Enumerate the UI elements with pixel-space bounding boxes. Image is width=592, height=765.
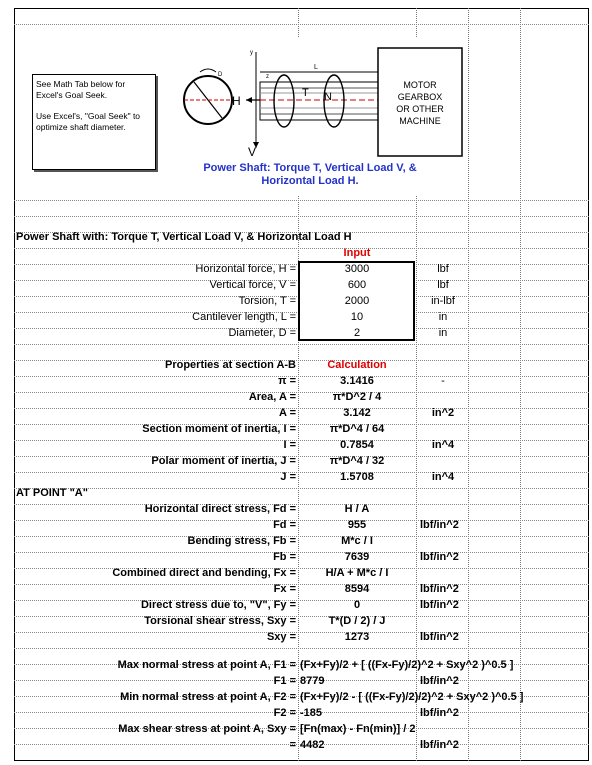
input-unit: lbf [437,263,449,275]
fd-unit: lbf/in^2 [420,519,459,531]
j-unit: in^4 [431,471,455,483]
row-divider [14,344,589,345]
fb-unit: lbf/in^2 [420,551,459,563]
j-label: J = [280,471,296,483]
fx-title: Combined direct and bending, Fx = [112,567,296,579]
row-divider [14,216,589,217]
fb-formula[interactable]: M*c / I [341,535,373,547]
svg-text:V: V [248,145,257,159]
ss-label: = [289,739,296,751]
svg-text:OR OTHER: OR OTHER [396,104,444,114]
ss-unit: lbf/in^2 [420,739,459,751]
a-value[interactable]: 3.142 [343,407,371,419]
a-label: A = [278,407,296,419]
inertia-label: Section moment of inertia, I = [142,423,296,435]
input-unit: in [438,311,448,323]
input-unit: in [438,327,448,339]
input-value[interactable]: 3000 [344,263,370,275]
svg-text:D: D [218,72,223,78]
fy-unit: lbf/in^2 [420,599,459,611]
fx-unit: lbf/in^2 [420,583,459,595]
area-label: Area, A = [248,391,296,403]
pi-value[interactable]: 3.1416 [340,375,374,387]
f1-formula[interactable]: (Fx+Fy)/2 + [ ((Fx-Fy)/2)^2 + Sxy^2 )^0.5 ] [300,659,514,671]
fx-label: Fx = [273,583,296,595]
sxy-label: Sxy = [266,631,296,643]
svg-text:T: T [302,87,309,99]
sxy-unit: lbf/in^2 [420,631,459,643]
row-divider [14,488,589,489]
fy-title: Direct stress due to, "V", Fy = [140,599,296,611]
input-value[interactable]: 10 [350,311,364,323]
svg-text:L: L [314,64,318,71]
f2-formula[interactable]: (Fx+Fy)/2 - [ ((Fx-Fy)/2)/2)^2 + Sxy^2 )^0.5 ] [300,691,524,703]
row-divider [14,24,589,25]
props-header: Properties at section A-B [164,359,296,371]
goal-seek-note: See Math Tab below for Excel's Goal Seek. Use Excel's, "Goal Seek" to optimize shaft diameter. [32,74,156,170]
fd-value[interactable]: 955 [347,519,367,531]
input-value[interactable]: 2 [353,327,361,339]
j-value[interactable]: 1.5708 [340,471,374,483]
svg-text:N: N [324,91,332,103]
fb-value[interactable]: 7639 [344,551,370,563]
inertia-formula[interactable]: π*D^4 / 64 [329,423,385,435]
input-value[interactable]: 2000 [344,295,370,307]
polar-formula[interactable]: π*D^4 / 32 [329,455,385,467]
ss-value[interactable]: 4482 [300,739,325,751]
row-divider [14,648,589,649]
fd-label: Fd = [273,519,296,531]
input-label: Diameter, D = [228,327,296,339]
svg-text:MOTOR: MOTOR [403,80,437,90]
fy-value[interactable]: 0 [353,599,361,611]
polar-label: Polar moment of inertia, J = [151,455,296,467]
svg-text:GEARBOX: GEARBOX [397,92,443,102]
f2-label: F2 = [273,707,296,719]
f2-unit: lbf/in^2 [420,707,459,719]
page-title: Power Shaft with: Torque T, Vertical Load V, & Horizontal Load H [16,231,352,243]
fb-title: Bending stress, Fb = [187,535,296,547]
a-unit: in^2 [431,407,455,419]
fd-formula[interactable]: H / A [344,503,370,515]
svg-text:z: z [266,74,269,80]
sxy-title: Torsional shear stress, Sxy = [144,615,296,627]
f1-label: F1 = [273,675,296,687]
f2-value[interactable]: -185 [300,707,323,719]
ss-formula[interactable]: [Fn(max) - Fn(min)] / 2 [300,723,416,735]
fd-title: Horizontal direct stress, Fd = [144,503,296,515]
row-divider [14,200,589,201]
i-value[interactable]: 0.7854 [340,439,374,451]
input-header: Input [343,247,371,259]
f1-unit: lbf/in^2 [420,675,459,687]
i-unit: in^4 [431,439,455,451]
pi-unit: - [441,375,445,387]
f1-title: Max normal stress at point A, F1 = [117,659,296,671]
svg-text:H: H [232,94,241,108]
area-formula[interactable]: π*D^2 / 4 [332,391,382,403]
input-label: Vertical force, V = [209,279,296,291]
f2-title: Min normal stress at point A, F2 = [120,691,296,703]
pi-label: π = [278,375,296,387]
fx-value[interactable]: 8594 [344,583,370,595]
sxy-value[interactable]: 1273 [344,631,370,643]
input-value[interactable]: 600 [347,279,367,291]
input-unit: in-lbf [431,295,455,307]
ss-title: Max shear stress at point A, Sxy = [118,723,296,735]
input-label: Horizontal force, H = [195,263,296,275]
i-label: I = [283,439,296,451]
point-a-header: AT POINT "A" [16,487,88,499]
f1-value[interactable]: 8779 [300,675,325,687]
fx-formula[interactable]: H/A + M*c / I [325,567,389,579]
figure-caption: Power Shaft: Torque T, Vertical Load V, & Horizontal Load H. [203,162,417,187]
fb-label: Fb = [273,551,296,563]
svg-text:MACHINE: MACHINE [399,116,441,126]
input-label: Cantilever length, L = [192,311,296,323]
shaft-diagram [156,38,466,162]
calc-header: Calculation [327,359,387,371]
input-unit: lbf [437,279,449,291]
input-label: Torsion, T = [238,295,296,307]
svg-text:y: y [250,50,253,56]
sxy-formula[interactable]: T*(D / 2) / J [328,615,386,627]
